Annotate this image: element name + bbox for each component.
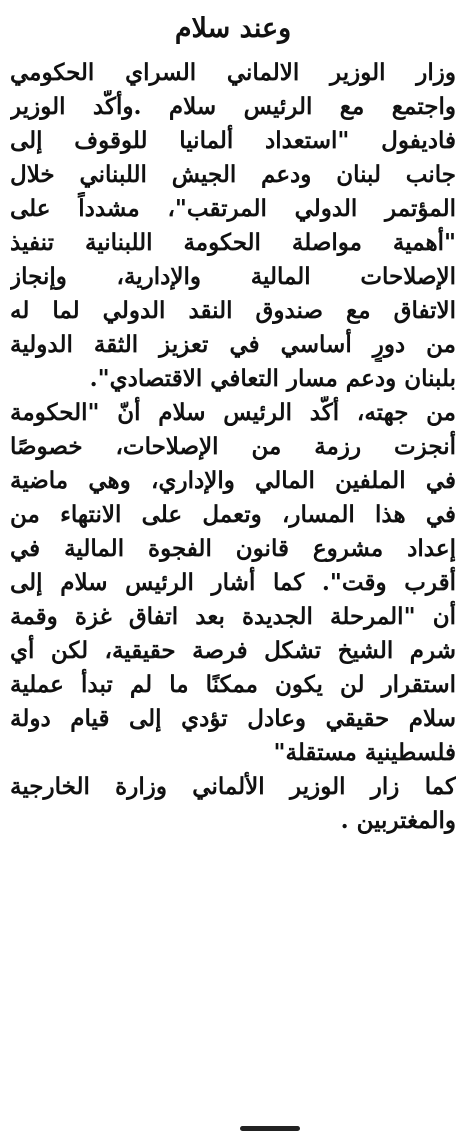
cropped-next-line: [240, 1120, 300, 1132]
text-line: وزار الوزير الالماني السراي الحكومي: [10, 59, 456, 86]
text-line: شرم الشيخ تشكل فرصة حقيقية، لكن أي: [10, 637, 456, 664]
text-line: من جهته، أكّد الرئيس سلام أنّ "الحكومة: [10, 399, 456, 426]
text-line: فاديفول "استعداد ألمانيا للوقوف إلى: [10, 127, 456, 154]
text-line: والمغتربين .: [340, 807, 456, 834]
text-line: "أهمية مواصلة الحكومة اللبنانية تنفيذ: [10, 229, 456, 256]
paragraph-1: [10, 56, 456, 396]
text-line: جانب لبنان ودعم الجيش اللبناني خلال: [10, 161, 456, 188]
text-line: من دورٍ أساسي في تعزيز الثقة الدولية: [10, 331, 456, 358]
paragraph-3: [10, 770, 456, 838]
text-line: بلبنان ودعم مسار التعافي الاقتصادي".: [89, 365, 456, 392]
text-line: سلام حقيقي وعادل تؤدي إلى قيام دولة: [10, 705, 456, 732]
text-line: في الملفين المالي والإداري، وهي ماضية: [10, 467, 456, 494]
text-line: إعداد مشروع قانون الفجوة المالية في: [10, 535, 456, 562]
text-line: الاتفاق مع صندوق النقد الدولي لما له: [10, 297, 456, 324]
text-line: الإصلاحات المالية والإدارية، وإنجاز: [10, 263, 456, 290]
paragraph-2: [10, 396, 456, 770]
text-line: واجتمع مع الرئيس سلام .وأكّد الوزير: [10, 93, 456, 120]
text-line: المؤتمر الدولي المرتقب"، مشدداً على: [10, 195, 456, 222]
text-line: في هذا المسار، وتعمل على الانتهاء من: [10, 501, 456, 528]
text-line: فلسطينية مستقلة": [273, 739, 456, 766]
article-headline: وعند سلام: [174, 13, 292, 44]
text-line: أقرب وقت". كما أشار الرئيس سلام إلى: [10, 569, 456, 596]
text-line: أنجزت رزمة من الإصلاحات، خصوصًا: [10, 433, 456, 460]
text-line: أن "المرحلة الجديدة بعد اتفاق غزة وقمة: [10, 603, 456, 630]
text-line: كما زار الوزير الألماني وزارة الخارجية: [10, 773, 456, 800]
text-line: استقرار لن يكون ممكنًا ما لم تبدأ عملية: [10, 671, 456, 698]
